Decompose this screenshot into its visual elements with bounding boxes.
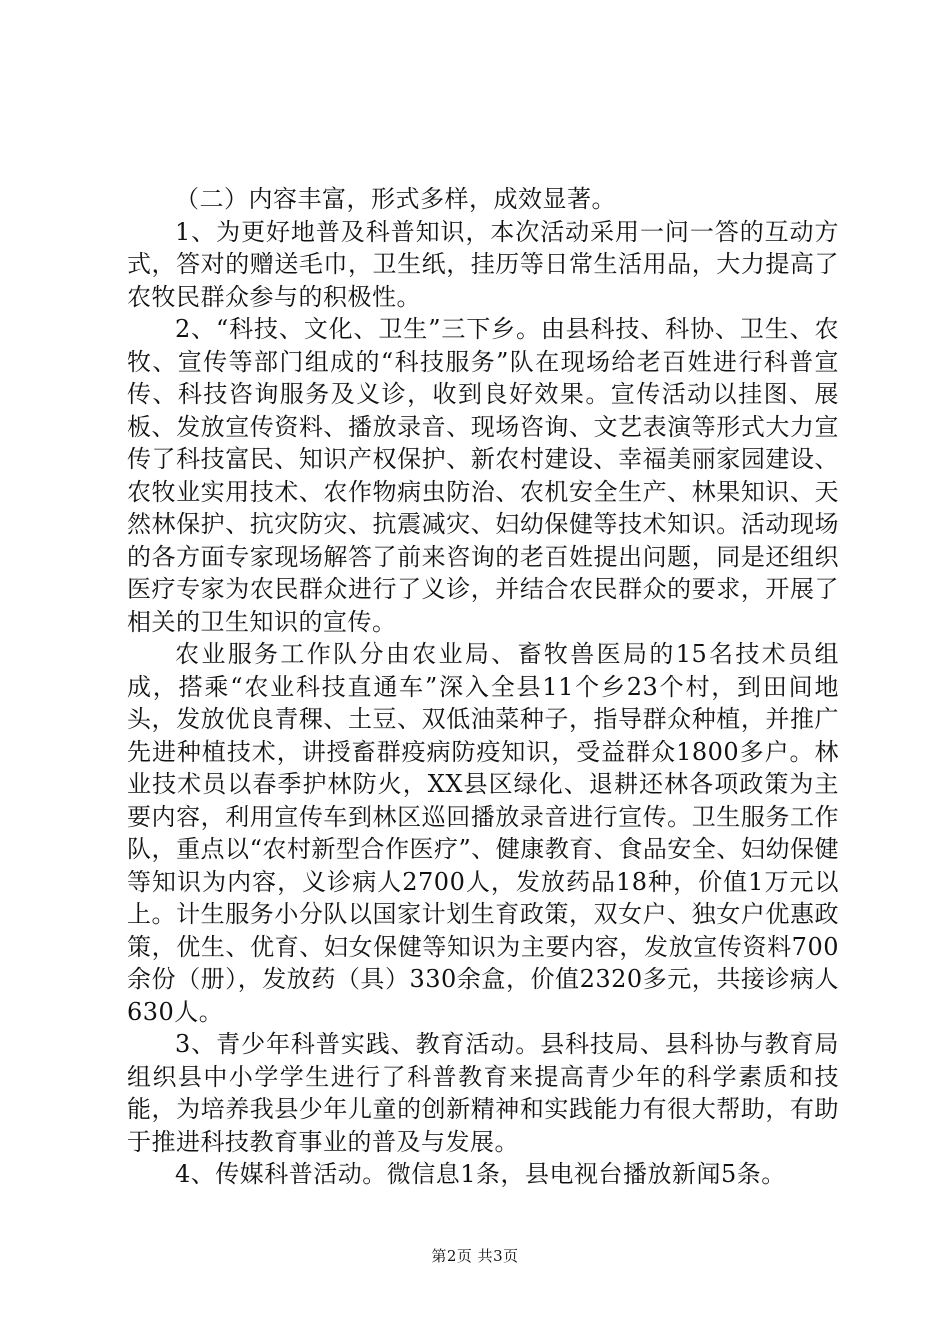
paragraph-agri-service: 农业服务工作队分由农业局、畜牧兽医局的15名技术员组成，搭乘“农业科技直通车”深入全县11个乡23个村，到田间地头，发放优良青稞、土豆、双低油菜种子，指导群众种植，并推广先进种植技术，讲授畜群疫病防疫知识，受益群众1800多户。林业技术员以春季护林防火，XX县区绿化、退耕还林各项政策为主要内容，利用宣传车到林区巡回播放录音进行宣传。卫生服务工作队，重点以“农村新型合作医疗”、健康教育、食品安全、妇幼保健等知识为内容，义诊病人2700人，发放药品18种，价值1万元以上。计生服务小分队以国家计划生育政策，双女户、独女户优惠政策，优生、优育、妇女保健等知识为主要内容，发放宣传资料700余份（册），发放药（具）330余盒，价值2320多元，共接诊病人630人。 (127, 640, 839, 1026)
page-number-footer: 第2页 共3页 (431, 1247, 519, 1265)
paragraph-item-2: 2、“科技、文化、卫生”三下乡。由县科技、科协、卫生、农牧、宣传等部门组成的“科技服务”队在现场给老百姓进行科普宣传、科技咨询服务及义诊，收到良好效果。宣传活动以挂图、展板、发放宣传资料、播放录音、现场咨询、文艺表演等形式大力宣传了科技富民、知识产权保护、新农村建设、幸福美丽家园建设、农牧业实用技术、农作物病虫防治、农机安全生产、林果知识、天然林保护、抗灾防灾、抗震减灾、妇幼保健等技术知识。活动现场的各方面专家现场解答了前来咨询的老百姓提出问题，同是还组织医疗专家为农民群众进行了义诊，并结合农民群众的要求，开展了相关的卫生知识的宣传。 (127, 315, 839, 636)
section-heading: （二）内容丰富，形式多样，成效显著。 (175, 185, 616, 213)
paragraph-item-4: 4、传媒科普活动。微信息1条，县电视台播放新闻5条。 (175, 1160, 786, 1188)
paragraph-item-1: 1、为更好地普及科普知识，本次活动采用一问一答的互动方式，答对的赠送毛巾，卫生纸，挂历等日常生活用品，大力提高了农牧民群众参与的积极性。 (127, 217, 839, 311)
paragraph-item-3: 3、青少年科普实践、教育活动。县科技局、县科协与教育局组织县中小学学生进行了科普教育来提高青少年的科学素质和技能，为培养我县少年儿童的创新精神和实践能力有很大帮助，有助于推进科技教育事业的普及与发展。 (127, 1030, 839, 1156)
document-body (127, 183, 839, 1191)
